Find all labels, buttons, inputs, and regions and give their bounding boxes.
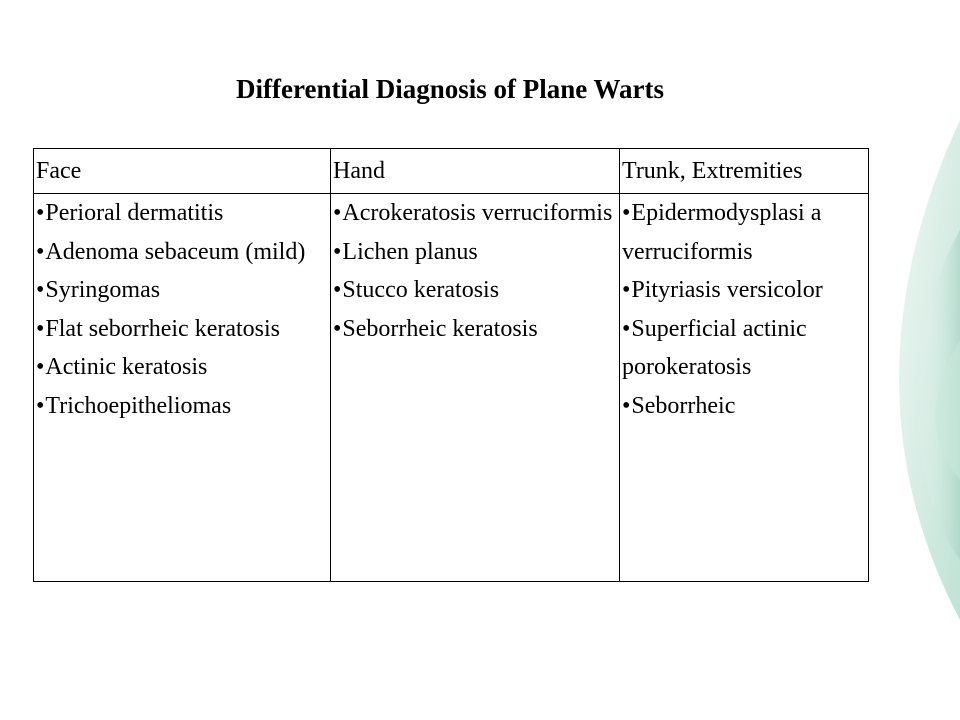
list-item: •Acrokeratosis verruciformis: [333, 200, 613, 226]
face-cell: [34, 194, 331, 582]
list-item: •Trichoepitheliomas: [36, 392, 232, 419]
slide-title: Differential Diagnosis of Plane Warts: [236, 74, 664, 104]
trunk-extremities-cell: [620, 194, 869, 582]
face-diagnosis-list: [36, 194, 328, 425]
list-item: •Pityriasis versicolor: [622, 277, 823, 303]
table-header-row: [34, 149, 869, 194]
list-item: •Seborrheic keratosis: [333, 315, 538, 342]
column-header-trunk-extremities: Trunk, Extremities: [620, 149, 869, 194]
list-item: •Adenoma sebaceum (mild): [36, 238, 306, 265]
table-row: [34, 194, 869, 582]
column-header-hand: Hand: [331, 149, 620, 194]
list-item: •Syringomas: [36, 277, 161, 303]
list-item: •Seborrheic: [622, 392, 736, 419]
differential-diagnosis-table: [33, 148, 869, 582]
list-item: •Superficial actinic porokeratosis: [622, 315, 807, 380]
hand-cell: [331, 194, 620, 582]
trunk-extremities-diagnosis-list: [622, 194, 866, 425]
hand-diagnosis-list: [333, 194, 617, 348]
column-header-face: Face: [34, 149, 331, 194]
list-item: •Perioral dermatitis: [36, 200, 224, 226]
list-item: •Stucco keratosis: [333, 277, 500, 303]
list-item: •Flat seborrheic keratosis: [36, 315, 281, 342]
list-item: •Epidermodysplasi a verruciformis: [622, 200, 822, 265]
list-item: •Lichen planus: [333, 238, 478, 265]
list-item: •Actinic keratosis: [36, 354, 208, 380]
